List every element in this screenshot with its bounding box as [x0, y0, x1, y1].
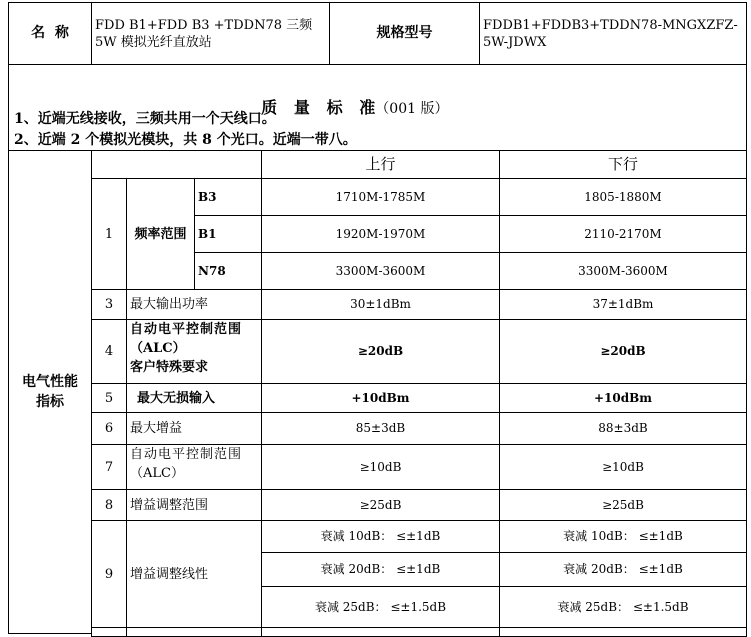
row9-up-2-text: 衰减 20dB： ≤±1dB	[320, 562, 441, 576]
row9-item	[126, 520, 262, 628]
row3-item-text: 最大输出功率	[130, 297, 209, 312]
row6-number	[91, 412, 127, 445]
row8-item	[126, 489, 262, 521]
row4-down	[499, 319, 747, 384]
row9-down-2-text: 衰减 20dB： ≤±1dB	[563, 562, 683, 576]
model-label: 规格型号	[376, 25, 433, 41]
model-value-cell	[479, 2, 747, 65]
section-label: 电气性能指标	[22, 374, 78, 410]
next-row-up	[261, 627, 500, 637]
row7-up-text: ≥10dB	[359, 459, 402, 474]
row4-number-text: 4	[104, 344, 114, 359]
b3-up-text: 1710M-1785M	[335, 189, 426, 204]
row1-item-text: 频率范围	[134, 226, 187, 242]
band-b3-text: B3	[198, 189, 217, 204]
section-label-cell	[8, 150, 92, 634]
b1-up-text: 1920M-1970M	[335, 226, 426, 241]
row7-number	[91, 444, 127, 490]
row8-number-text: 8	[104, 497, 114, 513]
name-label-cell	[8, 2, 92, 65]
row6-up-text: 85±3dB	[355, 421, 406, 435]
b1-down	[499, 215, 747, 253]
row7-number-text: 7	[104, 459, 114, 475]
name-label: 名 称	[31, 25, 69, 41]
name-value-line2: 5W 模拟光纤直放站	[95, 34, 212, 50]
quality-note-1: 1、近端无线接收，三频共用一个天线口。	[14, 111, 276, 127]
row6-item-text: 最大增益	[130, 421, 183, 436]
row4-item-line2: （ALC）	[130, 341, 186, 356]
row9-number	[91, 520, 127, 628]
row5-item-text: 最大无损输入	[137, 390, 216, 406]
row3-number	[91, 289, 127, 320]
row4-up	[261, 319, 500, 384]
quality-title	[250, 76, 448, 118]
col-down-label: 下行	[607, 155, 638, 173]
row5-item	[126, 383, 262, 413]
row4-item-line3: 客户特殊要求	[130, 360, 209, 375]
n78-down-text: 3300M-3600M	[578, 263, 668, 278]
n78-down	[499, 252, 747, 290]
row5-number-text: 5	[104, 390, 114, 406]
model-value-line1: FDDB1+FDDB3+TDDN78-MNGXZFZ-	[483, 17, 738, 33]
row9-down-3-text: 衰减 25dB： ≤±1.5dB	[557, 599, 689, 614]
band-n78	[194, 252, 262, 290]
row6-item	[126, 412, 262, 445]
row4-item-line1: 自动电平控制范围	[130, 322, 243, 337]
n78-up-text: 3300M-3600M	[335, 263, 426, 278]
row6-down	[499, 412, 747, 445]
row6-up	[261, 412, 500, 445]
row3-number-text: 3	[104, 297, 114, 312]
row9-up-1	[261, 520, 500, 553]
row6-number-text: 6	[104, 421, 114, 436]
row9-down-2	[499, 552, 747, 587]
row3-down-text: 37±1dBm	[592, 297, 654, 311]
row7-up	[261, 444, 500, 490]
row7-item	[126, 444, 262, 490]
row4-up-text: ≥20dB	[357, 344, 404, 358]
row8-up-text: ≥25dB	[359, 497, 402, 512]
col-header-up	[261, 150, 500, 179]
quality-version: （001 版）	[375, 101, 449, 117]
row9-item-text: 增益调整线性	[130, 566, 209, 582]
row8-up	[261, 489, 500, 521]
row5-down-text: +10dBm	[594, 390, 652, 405]
row9-down-1	[499, 520, 747, 553]
row8-down-text: ≥25dB	[602, 497, 644, 512]
row8-down	[499, 489, 747, 521]
row1-number-text: 1	[104, 226, 114, 242]
row8-number	[91, 489, 127, 521]
b3-down-text: 1805-1880M	[584, 189, 662, 204]
row9-number-text: 9	[104, 566, 114, 582]
row5-up-text: +10dBm	[351, 390, 410, 405]
row3-down	[499, 289, 747, 320]
row9-down-1-text: 衰减 10dB： ≤±1dB	[563, 529, 683, 543]
next-row-down	[499, 627, 747, 637]
row3-up-text: 30±1dBm	[350, 297, 411, 311]
quality-title-text: 质 量 标 准	[261, 98, 376, 117]
b3-up	[261, 178, 500, 216]
row7-item-line2: （ALC）	[130, 466, 184, 481]
row1-number	[91, 178, 127, 290]
row9-up-3-text: 衰减 25dB： ≤±1.5dB	[314, 599, 447, 614]
row9-up-2	[261, 552, 500, 587]
col-header-blank	[91, 150, 262, 179]
row9-down-3	[499, 586, 747, 628]
b1-up	[261, 215, 500, 253]
row4-item	[126, 319, 262, 384]
row7-item-line1: 自动电平控制范围	[130, 447, 243, 462]
quality-note-2: 2、近端 2 个模拟光模块，共 8 个光口。近端一带八。	[14, 132, 357, 148]
next-row-number	[91, 627, 127, 637]
band-b1	[194, 215, 262, 253]
col-header-down	[499, 150, 747, 179]
col-up-label: 上行	[365, 155, 396, 173]
model-label-cell	[329, 2, 480, 65]
row3-item	[126, 289, 262, 320]
row7-down	[499, 444, 747, 490]
n78-up	[261, 252, 500, 290]
row9-up-1-text: 衰减 10dB： ≤±1dB	[320, 529, 441, 543]
row7-down-text: ≥10dB	[602, 459, 644, 474]
name-value-line1: FDD B1+FDD B3 +TDDN78 三频	[95, 17, 313, 33]
row4-down-text: ≥20dB	[600, 344, 646, 358]
band-b1-text: B1	[198, 226, 217, 241]
row6-down-text: 88±3dB	[598, 421, 648, 435]
row3-up	[261, 289, 500, 320]
row4-number	[91, 319, 127, 384]
row5-down	[499, 383, 747, 413]
row5-up	[261, 383, 500, 413]
row5-number	[91, 383, 127, 413]
row9-up-3	[261, 586, 500, 628]
band-n78-text: N78	[198, 263, 226, 278]
name-value-cell	[91, 2, 330, 65]
next-row-item	[126, 627, 262, 637]
row8-item-text: 增益调整范围	[130, 497, 209, 513]
b1-down-text: 2110-2170M	[584, 226, 662, 241]
model-value-line2: 5W-JDWX	[483, 34, 547, 50]
row1-item	[126, 178, 195, 290]
band-b3	[194, 178, 262, 216]
b3-down	[499, 178, 747, 216]
